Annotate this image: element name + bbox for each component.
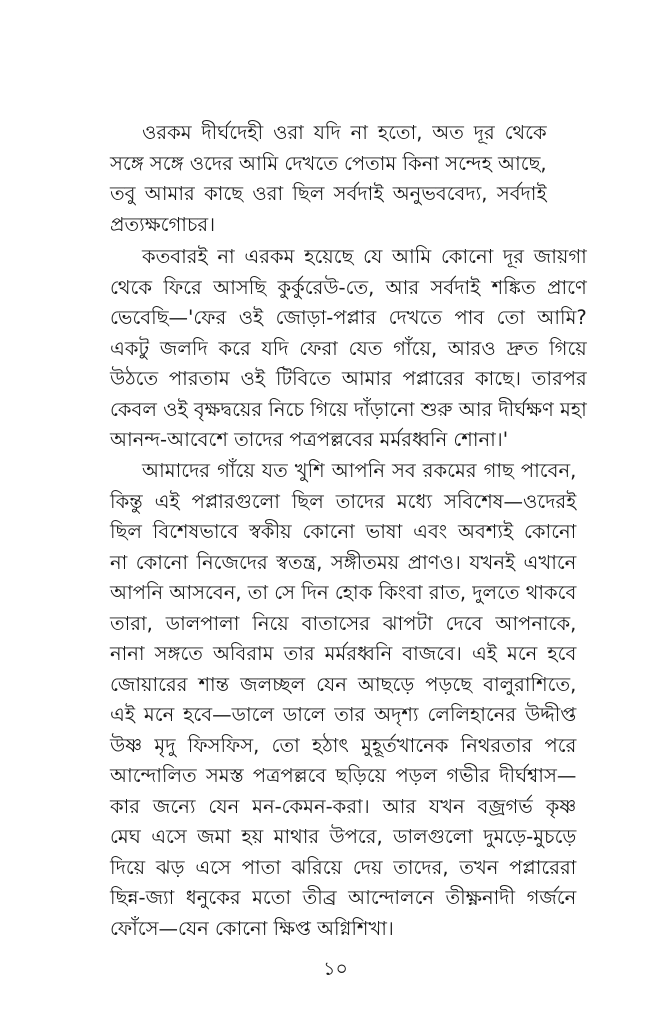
paragraph-2 (110, 242, 587, 456)
text-line: আনন্দ-আবেশে তাদের পত্রপল্লবের মর্মরধ্বনি শোনা।' (110, 428, 509, 451)
text-line: না কোনো নিজেদের স্বতন্ত্র, সঙ্গীতময় প্রাণও। যখনই এখানে (110, 550, 577, 574)
text-line: আপনি আসবেন, তা সে দিন হোক কিংবা রাত, দুলতে থাকবে (110, 581, 577, 604)
text-line: কতবারই না এরকম হয়েছে যে আমি কোনো দূর জায়গা (142, 245, 587, 268)
text-line: ছিল বিশেষভাবে স্বকীয় কোনো ভাষা এবং অবশ্যই কোনো (110, 520, 577, 543)
text-line: এই মনে হবে—ডালে ডালে তার অদৃশ্য লেলিহানের উদ্দীপ্ত (110, 703, 577, 726)
text-line: উষ্ণ মৃদু ফিসফিস, তো হঠাৎ মুহূর্তখানেক নিথরতার পরে (110, 733, 577, 757)
text-line: সঙ্গে সঙ্গে ওদের আমি দেখতে পেতাম কিনা সন্দেহ আছে, (110, 151, 547, 175)
text-line: ফোঁসে—যেন কোনো ক্ষিপ্ত অগ্নিশিখা। (110, 916, 394, 940)
text-line: একটু জলদি করে যদি ফেরা যেত গাঁয়ে, আরও দ্রুত গিয়ে (110, 336, 587, 360)
text-line: ওরকম দীর্ঘদেহী ওরা যদি না হতো, অত দূর থেকে (142, 121, 547, 144)
text-line: প্রত্যক্ষগোচর। (110, 212, 216, 236)
paragraph-1 (110, 118, 547, 240)
text-line: দিয়ে ঝড় এসে পাতা ঝরিয়ে দেয় তাদের, তখন পপ্লারেরা (110, 855, 577, 879)
text-line: ছিন্ন-জ্যা ধনুকের মতো তীব্র আন্দোলনে তীক্ষ্ণনাদী গর্জনে (110, 886, 577, 909)
text-line: ভেবেছি—'ফের ওই জোড়া-পপ্লার দেখতে পাব তো আমি? (110, 306, 587, 329)
text-line: আন্দোলিত সমস্ত পত্রপল্লবে ছড়িয়ে পড়ল গভীর দীর্ঘশ্বাস— (110, 764, 577, 787)
page-number: ১০ (323, 958, 348, 980)
text-line: নানা সঙ্গতে অবিরাম তার মর্মরধ্বনি বাজবে। এই মনে হবে (110, 642, 577, 665)
text-line: কিন্তু এই পপ্লারগুলো ছিল তাদের মধ্যে সবিশেষ—ওদেরই (110, 489, 577, 513)
text-line: মেঘ এসে জমা হয় মাথার উপরে, ডালগুলো দুমড়ে-মুচড়ে (110, 825, 577, 848)
text-line: থেকে ফিরে আসছি কুর্কুরেউ-তে, আর সর্বদাই শঙ্কিত প্রাণে (110, 275, 587, 299)
text-line: উঠতে পারতাম ওই টিবিতে আমার পপ্লারের কাছে। তারপর (110, 367, 587, 390)
text-line: তারা, ডালপালা নিয়ে বাতাসের ঝাপটা দেবে আপনাকে, (110, 611, 577, 635)
text-line: কার জন্যে যেন মন-কেমন-করা। আর যখন বজ্রগর্ভ কৃষ্ণ (110, 794, 577, 818)
paragraph-3 (110, 456, 576, 944)
text-line: আমাদের গাঁয়ে যত খুশি আপনি সব রকমের গাছ পাবেন, (142, 459, 577, 482)
text-line: কেবল ওই বৃক্ষদ্বয়ের নিচে গিয়ে দাঁড়ানো শুরু আর দীর্ঘক্ষণ মহা (110, 397, 587, 421)
text-line: তবু আমার কাছে ওরা ছিল সর্বদাই অনুভববেদ্য, সর্বদাই (110, 182, 547, 205)
text-line: জোয়ারের শান্ত জলচ্ছল যেন আছড়ে পড়ছে বালুরাশিতে, (110, 672, 577, 696)
